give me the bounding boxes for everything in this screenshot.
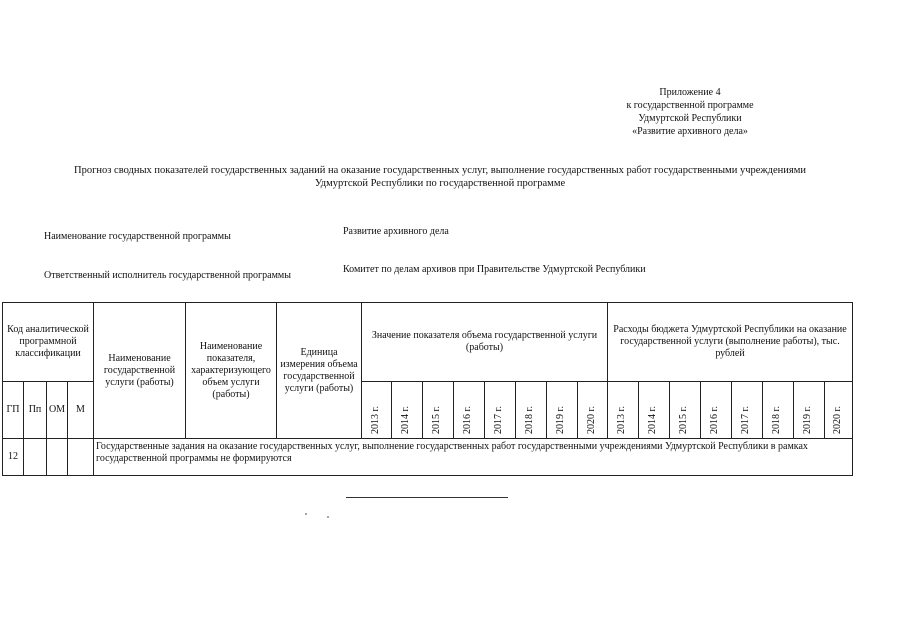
header-indicator-name: Наименование показателя, характеризующего объем услуги (работы) <box>186 303 277 439</box>
title-line-1: Прогноз сводных показателей государственных заданий на оказание государственных услуг, выполнение государственных работ государственными учреждениями <box>74 165 806 176</box>
header-code-gp: ГП <box>3 382 24 439</box>
budget-year-2015: 2015 г. <box>670 382 701 439</box>
value-year-2020: 2020 г. <box>578 382 608 439</box>
budget-year-2018: 2018 г. <box>763 382 794 439</box>
program-name-label: Наименование государственной программы <box>44 231 231 242</box>
value-year-2019: 2019 г. <box>547 382 578 439</box>
appendix-line-1: Приложение 4 <box>659 87 721 98</box>
appendix-line-4: «Развитие архивного дела» <box>632 126 748 137</box>
budget-year-2019: 2019 г. <box>794 382 825 439</box>
appendix-block <box>600 86 780 138</box>
title-line-2: Удмуртской Республики по государственной программе <box>314 178 566 189</box>
budget-year-2014: 2014 г. <box>639 382 670 439</box>
row-om <box>47 439 68 476</box>
budget-year-2013: 2013 г. <box>608 382 639 439</box>
budget-year-2017: 2017 г. <box>732 382 763 439</box>
row-note: Государственные задания на оказание государственных услуг, выполнение государственных работ государственными учреждениями Удмуртской Республики в рамках государственной программы не формируются <box>94 439 853 476</box>
header-value-group: Значение показателя объема государственной услуги (работы) <box>362 303 608 382</box>
value-year-2014: 2014 г. <box>392 382 423 439</box>
budget-year-2020: 2020 г. <box>825 382 853 439</box>
header-code-m: М <box>68 382 94 439</box>
appendix-line-2: к государственной программе <box>626 100 754 111</box>
value-year-2013: 2013 г. <box>362 382 392 439</box>
header-code-om: ОМ <box>47 382 68 439</box>
scan-speck <box>305 513 307 515</box>
header-code: Код аналитической программной классификации <box>3 303 94 382</box>
scan-speck <box>327 516 329 518</box>
row-pp <box>24 439 47 476</box>
row-gp: 12 <box>3 439 24 476</box>
signature-line <box>346 497 508 498</box>
program-executor-value: Комитет по делам архивов при Правительстве Удмуртской Республики <box>343 264 646 275</box>
header-unit: Единица измерения объема государственной услуги (работы) <box>277 303 362 439</box>
program-executor-label: Ответственный исполнитель государственной программы <box>44 270 291 281</box>
value-year-2018: 2018 г. <box>516 382 547 439</box>
value-year-2016: 2016 г. <box>454 382 485 439</box>
appendix-line-3: Удмуртской Республики <box>638 113 742 124</box>
program-name-value: Развитие архивного дела <box>343 226 449 237</box>
header-service-name: Наименование государственной услуги (работы) <box>94 303 186 439</box>
header-budget-group: Расходы бюджета Удмуртской Республики на оказание государственной услуги (выполнение работы), тыс. рублей <box>608 303 853 382</box>
row-m <box>68 439 94 476</box>
document-title <box>40 164 840 190</box>
indicators-table <box>2 302 853 476</box>
budget-year-2016: 2016 г. <box>701 382 732 439</box>
value-year-2015: 2015 г. <box>423 382 454 439</box>
header-code-pp: Пп <box>24 382 47 439</box>
value-year-2017: 2017 г. <box>485 382 516 439</box>
